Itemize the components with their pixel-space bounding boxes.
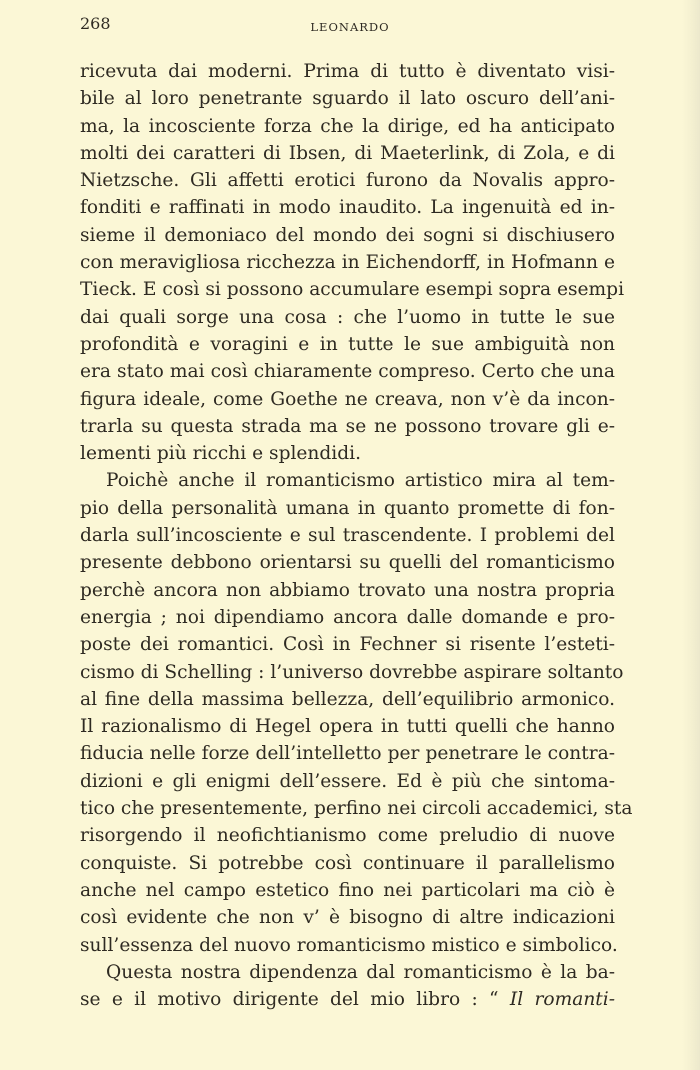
text-line: Poichè anche il romanticismo artistico mira al tem-: [106, 470, 615, 492]
text-line: anche nel campo estetico fino nei particolari ma ciò è: [80, 879, 615, 901]
book-title-italic: Il romanti-: [509, 989, 615, 1011]
text-line: ma, la incosciente forza che la dirige, ed ha anticipato: [80, 115, 615, 137]
body-text: [80, 58, 633, 1013]
text-line: conquiste. Si potrebbe così continuare il parallelismo: [80, 852, 615, 874]
text-line: Tieck. E così si possono accumulare esempi sopra esempi: [80, 279, 625, 301]
text-line: bile al loro penetrante sguardo il lato oscuro dell’ani-: [80, 88, 615, 110]
text-line: darla sull’incosciente e sul trascendente. I problemi del: [80, 525, 615, 547]
text-line: poste dei romantici. Così in Fechner si risente l’esteti-: [80, 634, 615, 656]
text-line: ricevuta dai moderni. Prima di tutto è diventato visi-: [80, 61, 615, 82]
text-line: al fine della massima bellezza, dell’equilibrio armonico.: [80, 688, 615, 710]
text-line: cismo di Schelling : l’universo dovrebbe aspirare soltanto: [80, 661, 624, 683]
page-edge: [682, 0, 700, 1070]
running-title: LEONARDO: [310, 20, 390, 34]
text-line: Questa nostra dipendenza dal romanticismo è la ba-: [106, 961, 615, 983]
text-line: dai quali sorge una cosa : che l’uomo in tutte le sue: [80, 306, 615, 328]
text-line: energia ; noi dipendiamo ancora dalle domande e pro-: [80, 606, 615, 628]
text-line: pio della personalità umana in quanto promette di fon-: [80, 497, 615, 519]
text-line: con meravigliosa ricchezza in Eichendorff, in Hofmann e: [80, 252, 615, 274]
text-line: era stato mai così chiaramente compreso. Certo che una: [80, 361, 615, 383]
page-number: 268: [80, 14, 111, 33]
text-line: fonditi e raffinati in modo inaudito. La ingenuità ed in-: [80, 197, 615, 219]
text-line: [80, 986, 615, 1013]
text-line: lementi più ricchi e splendidi.: [80, 443, 362, 465]
text-line: Il razionalismo di Hegel opera in tutti quelli che hanno: [80, 716, 615, 738]
text-line: sull’essenza del nuovo romanticismo mistico e simbolico.: [80, 934, 618, 956]
text-line: tico che presentemente, perfino nei circoli accademici, sta: [80, 798, 633, 820]
text-line: molti dei caratteri di Ibsen, di Maeterlink, di Zola, e di: [80, 142, 615, 164]
text-line: così evidente che non v’ è bisogno di altre indicazioni: [80, 907, 615, 929]
text-line: profondità e voragini e in tutte le sue ambiguità non: [80, 333, 615, 355]
text-line: presente debbono orientarsi su quelli del romanticismo: [80, 552, 615, 574]
text-line: dizioni e gli enigmi dell’essere. Ed è più che sintoma-: [80, 770, 615, 792]
text-line: risorgendo il neofichtianismo come preludio di nuove: [80, 825, 615, 847]
text-line: figura ideale, come Goethe ne creava, non v’è da incon-: [80, 388, 615, 410]
text-line: perchè ancora non abbiamo trovato una nostra propria: [80, 579, 615, 601]
text-line-main: se e il motivo dirigente del mio libro : “: [80, 989, 499, 1011]
text-line: trarla su questa strada ma se ne possono trovare gli e-: [80, 415, 615, 437]
text-line: sieme il demoniaco del mondo dei sogni si dischiusero: [80, 224, 615, 246]
text-line: Nietzsche. Gli affetti erotici furono da Novalis appro-: [80, 170, 615, 192]
text-line: fiducia nelle forze dell’intelletto per penetrare le contra-: [80, 743, 615, 765]
